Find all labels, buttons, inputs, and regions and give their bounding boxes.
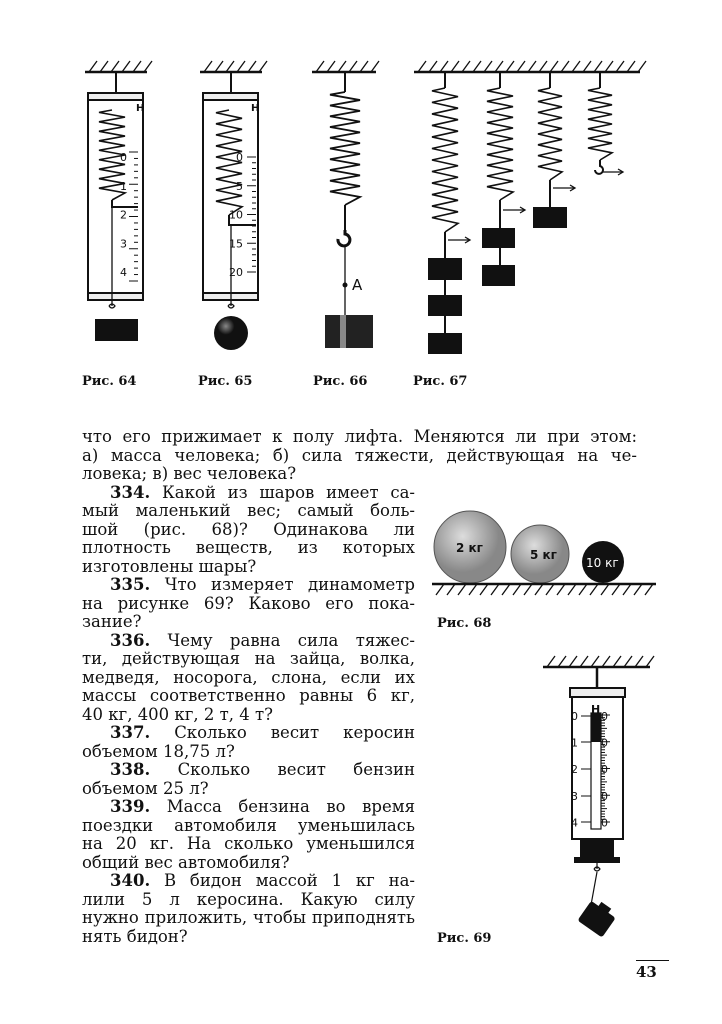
- text-line: [82, 743, 415, 762]
- line-text: мый маленький вес; самый боль-: [82, 501, 415, 520]
- scale-label: 4: [571, 816, 578, 830]
- figure-caption: Рис. 67: [413, 374, 468, 389]
- problem-number: 334.: [110, 482, 151, 502]
- text-line: [82, 428, 637, 447]
- scale-label: 0: [236, 151, 243, 164]
- text-line: [82, 613, 415, 632]
- point-a-label: A: [352, 276, 363, 294]
- figure-caption: Рис. 66: [313, 374, 368, 389]
- line-text: плотность веществ, из которых: [82, 538, 415, 557]
- text-line: [82, 558, 415, 577]
- problem-number: 335.: [110, 575, 151, 594]
- figure-66-spring-hook: [312, 61, 379, 389]
- line-text: Сколько весит бензин: [177, 760, 415, 779]
- line-text: Какой из шаров имеет са-: [161, 482, 416, 502]
- scale-label: 0: [120, 151, 127, 164]
- text-line: [82, 835, 415, 854]
- arrow-icon: [503, 207, 525, 213]
- spring: [487, 88, 513, 200]
- text-line: [82, 650, 415, 669]
- text-line: [82, 484, 415, 503]
- line-text: на 20 кг. На сколько уменьшился: [82, 834, 415, 853]
- line-text: изготовлены шары?: [82, 556, 257, 576]
- scale-label: 3: [120, 237, 127, 251]
- text-line: [82, 909, 415, 928]
- scale-label: 1: [120, 179, 127, 193]
- line-text: медведя, носорога, слона, если их: [82, 667, 415, 687]
- line-text: Что измеряет динамометр: [164, 575, 415, 594]
- scale-label: 0: [601, 789, 608, 803]
- figure-caption: Рис. 64: [82, 374, 137, 389]
- text-line: [82, 928, 415, 947]
- line-text: ти, действующая на зайца, волка,: [82, 649, 415, 668]
- line-text: зание?: [82, 612, 142, 631]
- text-line: [82, 761, 415, 780]
- line-text: а) масса человека; б) сила тяжести, действующая на че-: [82, 445, 637, 465]
- text-line: [82, 539, 415, 558]
- ball-label: 5 кг: [530, 548, 557, 562]
- unit-label: Н: [251, 103, 260, 114]
- text-line: [82, 780, 415, 799]
- figure-caption: Рис. 69: [437, 931, 492, 946]
- text-line: [82, 817, 415, 836]
- text-line: [82, 632, 415, 651]
- line-text: нужно приложить, чтобы приподнять: [82, 908, 415, 927]
- line-text: объемом 18,75 л?: [82, 741, 235, 761]
- page-number: 43: [636, 960, 669, 981]
- ground-hatch: [432, 584, 656, 595]
- line-text: лили 5 л керосина. Какую силу: [82, 889, 415, 909]
- figure-68-balls: [432, 511, 656, 631]
- scale-label: 15: [229, 237, 243, 251]
- scale-ticks: [247, 157, 256, 272]
- problem-number: 339.: [110, 797, 151, 816]
- scale-label: 0: [601, 763, 608, 777]
- weight-block: [577, 901, 615, 938]
- line-text: Масса бензина во время: [166, 797, 415, 816]
- figure-64-dynamometer: [82, 61, 152, 389]
- arrow-icon: [553, 185, 575, 191]
- figure-caption: Рис. 68: [437, 616, 492, 631]
- indicator-fill: [591, 713, 601, 742]
- arrow-icon: [603, 169, 623, 175]
- text-line: [82, 595, 415, 614]
- ceiling-hatch: [414, 61, 646, 72]
- scale-label: 2: [120, 208, 127, 222]
- ceiling-hatch: [85, 61, 152, 72]
- weight-block: [96, 320, 137, 340]
- figure-caption: Рис. 65: [198, 374, 253, 389]
- figure-67-springs: [413, 61, 646, 389]
- ceiling-hatch: [543, 656, 654, 667]
- text-line: [82, 891, 415, 910]
- scale-label: 0: [601, 736, 608, 750]
- scale-label: 10: [229, 208, 243, 222]
- text-line: [82, 669, 415, 688]
- text-line: [82, 706, 415, 725]
- unit-label: Н: [136, 103, 145, 114]
- scale-label: 0: [571, 710, 578, 723]
- problem-number: 338.: [110, 760, 151, 779]
- line-text: что его прижимает к полу лифта. Меняются ли при этом:: [82, 427, 637, 446]
- line-text: объемом 25 л?: [82, 778, 209, 798]
- line-text: шой (рис. 68)? Одинакова ли: [82, 519, 415, 539]
- spring: [588, 88, 612, 160]
- line-text: Чему равна сила тяжес-: [167, 630, 415, 650]
- line-text: общий вес автомобиля?: [82, 852, 290, 872]
- text-line: [82, 576, 415, 595]
- text-line: [82, 687, 415, 706]
- text-line: [82, 872, 415, 891]
- text-line: [82, 502, 415, 521]
- text-line: [82, 447, 637, 466]
- line-text: В бидон массой 1 кг на-: [163, 871, 416, 890]
- text-line: [82, 798, 415, 817]
- line-text: ловека; в) вес человека?: [82, 464, 297, 483]
- line-text: массы соответственно равны 6 кг,: [82, 686, 415, 705]
- scale-ticks: [129, 152, 138, 281]
- spring: [432, 88, 458, 232]
- problem-number: 340.: [110, 871, 151, 890]
- figure-65-dynamometer: [198, 61, 267, 389]
- problem-number: 337.: [110, 723, 151, 742]
- line-text: Сколько весит керосин: [174, 723, 415, 742]
- text-line: [82, 854, 415, 873]
- figure-69-dynamometer: [437, 656, 654, 946]
- scale-labels: [120, 151, 127, 279]
- scale-label: 3: [571, 789, 578, 803]
- scale-label: 1: [571, 736, 578, 750]
- ceiling-hatch: [200, 61, 267, 72]
- scale-label: 20: [229, 266, 243, 279]
- ceiling-hatch: [312, 61, 379, 72]
- line-text: на рисунке 69? Каково его пока-: [82, 593, 415, 613]
- unit-label: Н: [591, 703, 601, 716]
- scale-label: 4: [120, 266, 127, 279]
- problem-number: 336.: [110, 630, 151, 650]
- weight-block: [325, 315, 373, 348]
- line-text: поездки автомобиля уменьшилась: [82, 815, 415, 835]
- text-line: [82, 724, 415, 743]
- spring: [330, 92, 360, 205]
- spring: [538, 88, 562, 180]
- scale-label: 0: [601, 816, 608, 830]
- line-text: нять бидон?: [82, 926, 188, 946]
- point-a: [343, 283, 348, 288]
- text-line: [82, 465, 637, 484]
- ball-label: 10 кг: [586, 556, 619, 570]
- arrow-icon: [448, 237, 470, 243]
- line-text: 40 кг, 400 кг, 2 т, 4 т?: [82, 704, 273, 724]
- scale-label: 0: [601, 710, 608, 723]
- ball-label: 2 кг: [456, 541, 483, 555]
- scale-label: 2: [571, 763, 578, 777]
- text-line: [82, 521, 415, 540]
- iron-ball: [214, 316, 248, 350]
- scale-label: 5: [236, 179, 243, 193]
